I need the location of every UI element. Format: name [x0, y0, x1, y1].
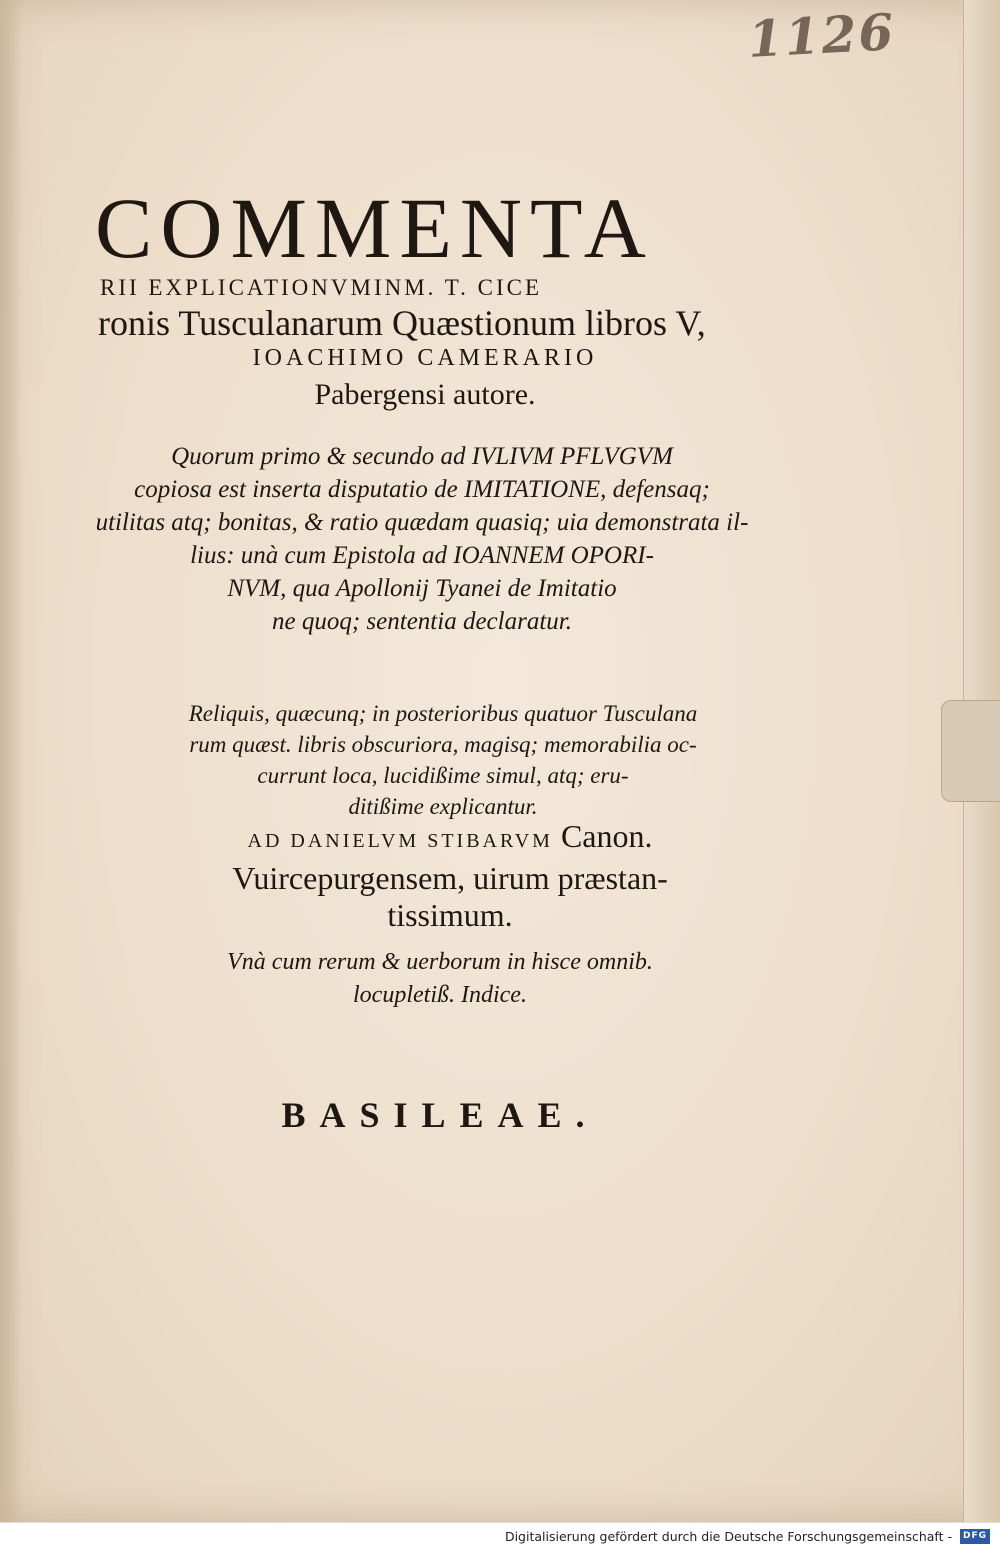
title-line-3: ronis Tusculanarum Quæstionum libros V,: [98, 303, 706, 343]
author-place: Pabergensi autore.: [314, 378, 536, 411]
title-headline: COMMENTA: [95, 180, 654, 276]
dedication-line-1: [150, 818, 750, 860]
handwritten-shelfmark: 1126: [746, 2, 897, 69]
index-note-line: Vnà cum rerum & uerborum in hisce omnib.: [227, 949, 653, 975]
title-line-2: RII EXPLICATIONVMINM. T. CICE: [100, 275, 542, 300]
dedication: [150, 818, 750, 934]
funding-credit: Digitalisierung gefördert durch die Deutsche Forschungsgemeinschaft -: [504, 1529, 952, 1544]
dedication-line-2: Vuircepurgensem, uirum præstan-: [232, 860, 668, 896]
description-1-line: copiosa est inserta disputatio de IMITATIONE, defensaq;: [134, 476, 710, 503]
binding-tab: [941, 700, 1000, 802]
description-1-line: NVM, qua Apollonij Tyanei de Imitatio: [227, 575, 617, 602]
description-1-line: lius: unà cum Epistola ad IOANNEM OPORI-: [190, 542, 654, 569]
index-note-line: locupletiß. Indice.: [353, 982, 527, 1008]
author-name: IOACHIMO CAMERARIO: [252, 345, 598, 371]
description-2-line: Reliquis, quæcunq; in posterioribus quatuor Tusculana: [188, 701, 698, 726]
description-2-line: currunt loca, lucidißime simul, atq; eru-: [257, 763, 629, 788]
imprint-place: BASILEAE.: [281, 1095, 599, 1135]
description-2-line: ditißime explicantur.: [348, 794, 538, 819]
index-note: [210, 946, 670, 1012]
description-1-line: utilitas atq; bonitas, & ratio quædam quasiq; uia demonstrata il-: [95, 509, 749, 536]
description-paragraph-1: [92, 440, 752, 638]
description-2-line: rum quæst. libris obscuriora, magisq; memorabilia oc-: [189, 732, 697, 757]
digitization-footer: [0, 1522, 1000, 1551]
dedication-canon: Canon.: [552, 818, 653, 854]
description-1-line: Quorum primo & secundo ad IVLIVM PFLVGVM: [171, 443, 673, 470]
dedication-caps: AD DANIELVM STIBARVM: [247, 830, 553, 852]
dfg-logo-icon: DFG: [960, 1529, 990, 1544]
description-paragraph-2: [148, 698, 738, 822]
description-1-line: ne quoq; sententia declaratur.: [272, 608, 572, 635]
dedication-line-3: tissimum.: [387, 897, 513, 933]
